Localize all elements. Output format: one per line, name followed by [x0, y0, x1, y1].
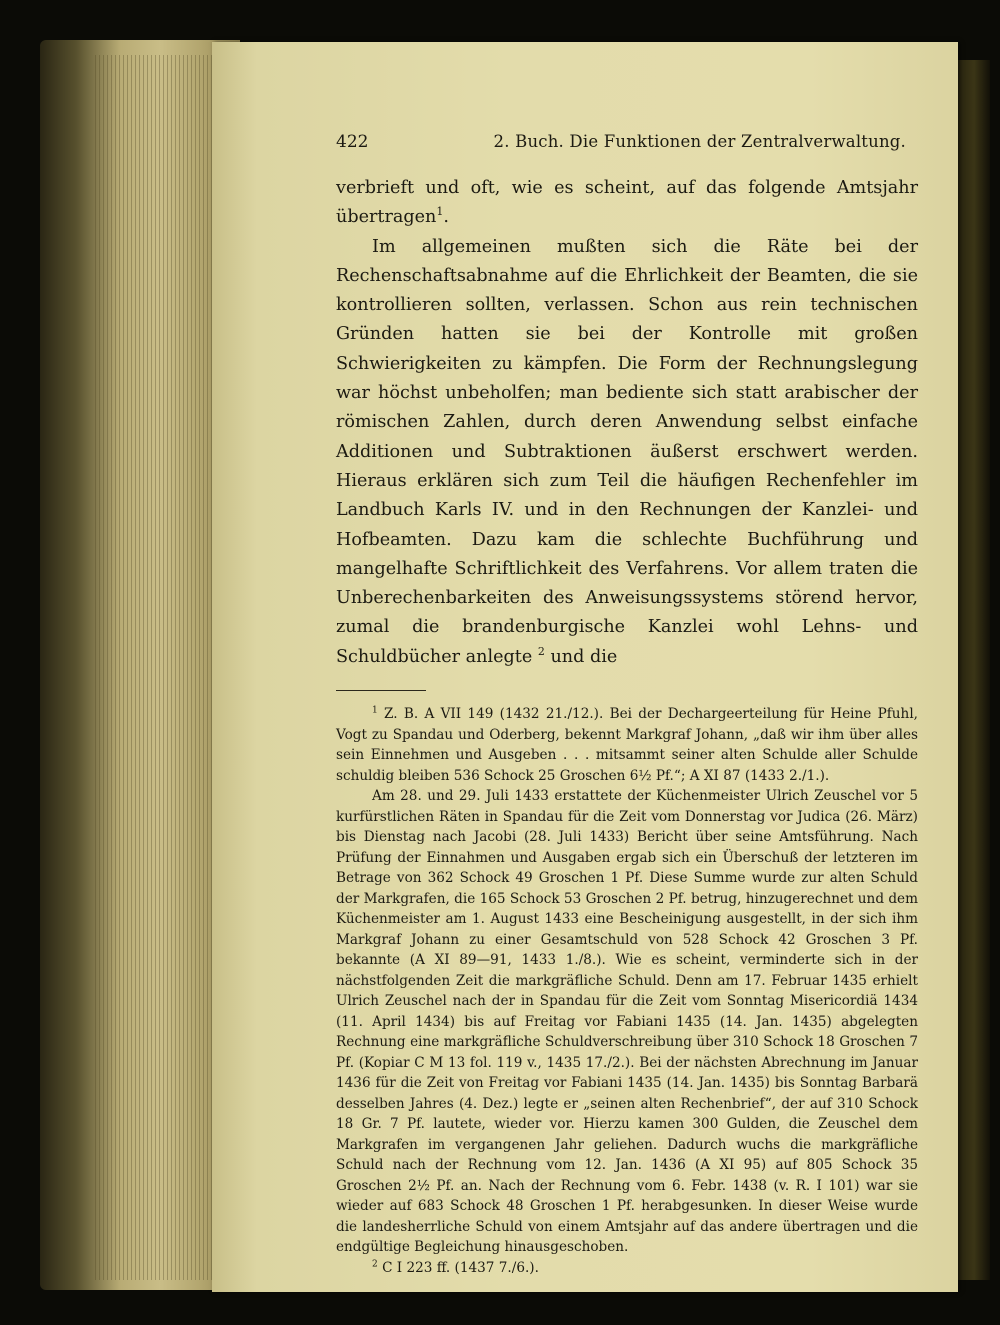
running-title: 2. Buch. Die Funktionen der Zentralverwaltung. — [493, 132, 906, 151]
stacked-leaves — [95, 55, 225, 1280]
footnote-ref-2: 2 — [537, 644, 545, 658]
footnote-2-text: C I 223 ff. (1437 7./6.). — [382, 1259, 539, 1276]
page-text-block — [336, 132, 918, 1278]
footnote-2-mark: 2 — [372, 1259, 378, 1270]
paragraph-1-text: verbrieft und oft, wie es scheint, auf das folgende Amtsjahr übertragen — [336, 178, 918, 228]
paragraph-2-tail: und die — [550, 646, 618, 667]
footnote-1-text: Z. B. A VII 149 (1432 21./12.). Bei der Dechargeerteilung für Heine Pfuhl, Vogt zu Spandau und Oderberg, bekennt Markgraf Johann, „daß wir ihm über alles sein Einnehmen und Ausgeben . . . mitsammt seiner alten Schulde aller Schulde schuldig bleiben 536 Schock 25 Groschen 6½ Pf.“; A XI 87 (1433 2./1.). — [336, 706, 918, 784]
running-header — [336, 132, 918, 152]
footnote-2 — [336, 1258, 918, 1279]
paragraph-1: verbrieft und oft, wie es scheint, auf das folgende Amtsjahr übertragen$^1$. — [336, 178, 918, 228]
paragraph-2 — [336, 233, 918, 672]
footnote-1-continuation: Am 28. und 29. Juli 1433 erstattete der Küchenmeister Ulrich Zeuschel vor 5 kurfürstlichen Räten in Spandau für die Zeit vom Donnerstag vor Judica (26. März) bis Dienstag nach Jacobi (28. Juli 1433) Bericht über seine Amtsführung. Nach Prüfung der Einnahmen und Ausgaben ergab sich ein Überschuß der letzteren im Betrage von 362 Schock 49 Groschen 1 Pf. Diese Summe wurde zur alten Schuld der Markgrafen, die 165 Schock 53 Groschen 2 Pf. betrug, hinzugerechnet und dem Küchenmeister am 1. August 1433 eine Bescheinigung ausgestellt, in der sich ihm Markgraf Johann zu einer Gesamtschuld von 528 Schock 42 Groschen 3 Pf. bekannte (A XI 89—91, 1433 1./8.). Wie es scheint, verminderte sich in der nächstfolgenden Zeit die markgräfliche Schuld. Denn am 17. Februar 1435 erhielt Ulrich Zeuschel nach der in Spandau für die Zeit vom Sonntag Misericordiä 1434 (11. April 1434) bis auf Freitag vor Fabiani 1435 (14. Jan. 1435) abgelegten Rechnung eine markgräfliche Schuldverschreibung über 310 Schock 18 Groschen 7 Pf. (Kopiar C M 13 fol. 119 v., 1435 17./2.). Bei der nächsten Abrechnung im Januar 1436 für die Zeit von Freitag vor Fabiani 1435 (14. Jan. 1435) bis Sonntag Barbarä desselben Jahres (4. Dez.) legte er „seinen alten Rechenbrief“, der auf 310 Schock 18 Gr. 7 Pf. lautete, wieder vor. Hierzu kamen 300 Gulden, die Zeuschel dem Markgrafen im vergangenen Jahr geliehen. Dadurch wuchs die markgräfliche Schuld nach der Rechnung vom 12. Jan. 1436 (A XI 95) auf 805 Schock 35 Groschen 2½ Pf. an. Nach der Rechnung vom 6. Febr. 1438 (v. R. I 101) war sie wieder auf 683 Schock 48 Groschen 1 Pf. herabgesunken. In dieser Weise wurde die landesherrliche Schuld von einem Amtsjahr auf das andere übertragen und die endgültige Begleichung hinausgeschoben. — [336, 788, 918, 1256]
footnote-ref-1: 1 — [436, 205, 444, 219]
main-text — [336, 174, 918, 672]
footnote-divider — [336, 690, 426, 691]
footnote-1-mark: 1 — [372, 705, 378, 716]
footnote-1 — [336, 704, 918, 786]
page-number: 422 — [336, 132, 369, 152]
paragraph-2-text: Im allgemeinen mußten sich die Räte bei der Rechenschaftsabnahme auf die Ehrlichkeit der Beamten, die sie kontrollieren sollten, verlassen. Schon aus rein technischen Gründen hatten sie bei der Kontrolle mit großen Schwierigkeiten zu kämpfen. Die Form der Rechnungslegung war höchst unbeholfen; man bediente sich statt arabischer der römischen Zahlen, durch deren Anwendung selbst einfache Additionen und Subtraktionen äußerst erschwert werden. Hieraus erklären sich zum Teil die häufigen Rechenfehler im Landbuch Karls IV. und in den Rechnungen der Kanzlei- und Hofbeamten. Dazu kam die schlechte Buchführung und mangelhafte Schriftlichkeit des Verfahrens. Vor allem traten die Unberechenbarkeiten des Anweisungssystems störend hervor, zumal die brandenburgische Kanzlei wohl Lehns- und Schuldbücher anlegte — [336, 236, 918, 667]
footnotes — [336, 704, 918, 1278]
